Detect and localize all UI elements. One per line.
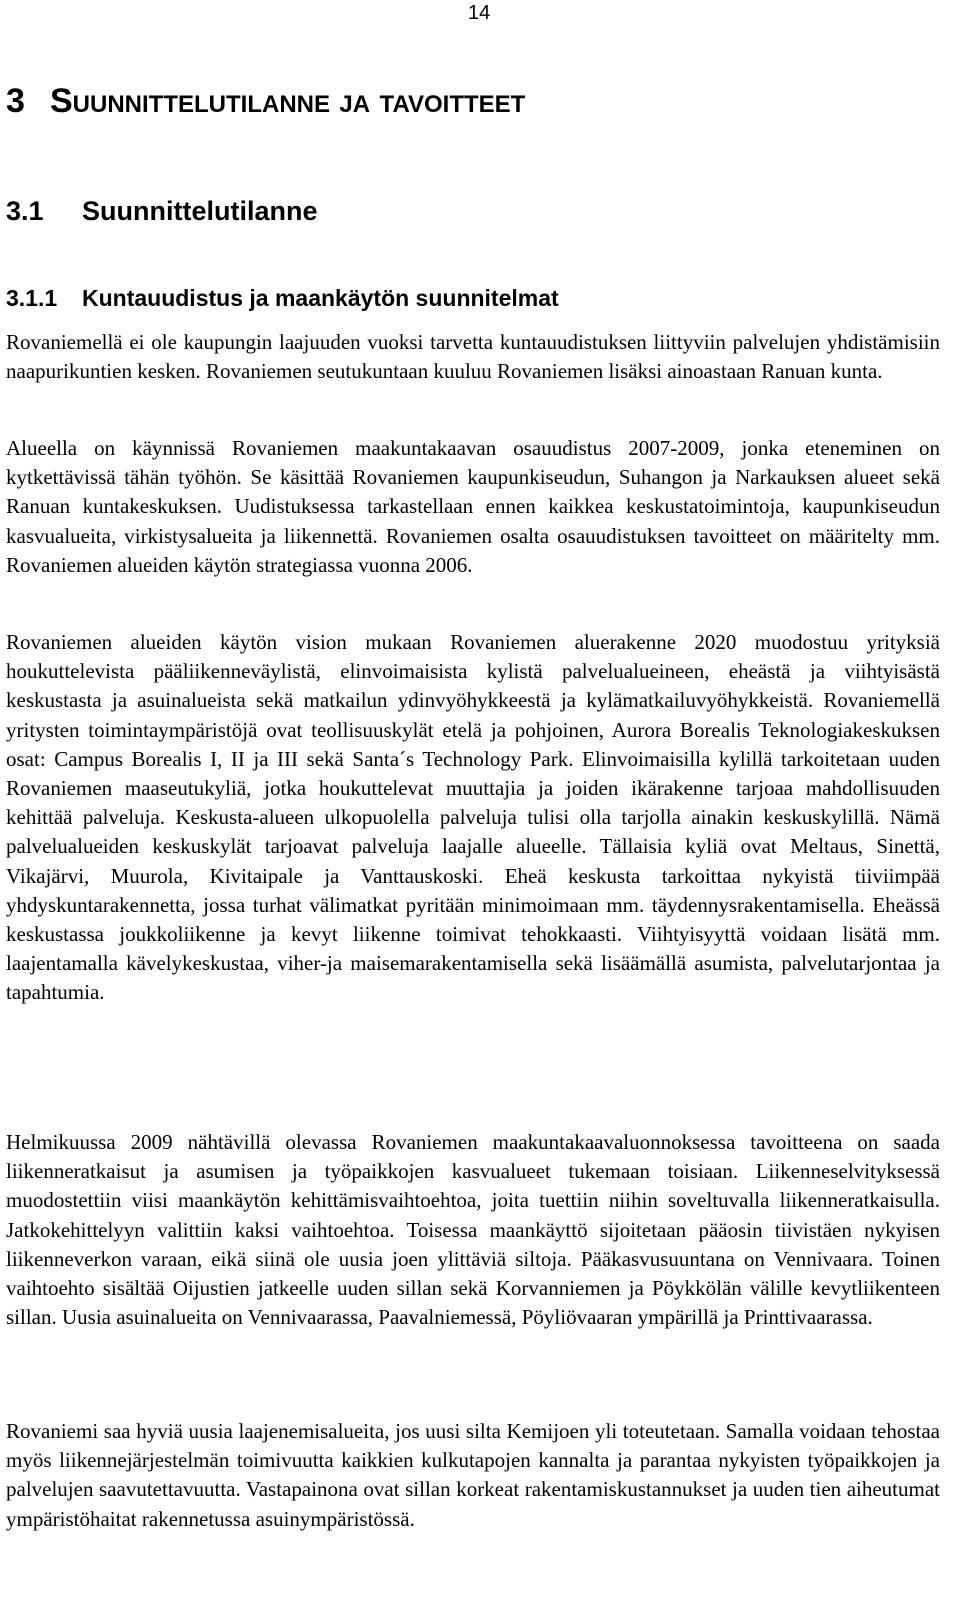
subsection-number: 3.1.1	[6, 285, 58, 311]
subsection-heading	[6, 285, 559, 312]
chapter-number: 3	[6, 82, 25, 120]
section-title: Suunnittelutilanne	[82, 196, 318, 226]
paragraph-visio: Rovaniemen alueiden käytön vision mukaan Rovaniemen aluerakenne 2020 muodostuu yrityksiä houkuttelevista pääliikenneväylistä, elinvoimaisista kylistä palvelualueineen, eheästä ja viihtyisästä keskustasta ja asuinalueista sekä matkailun ydinvyöhykkeestä ja kylämatkailuvyöhykkeistä. Rovaniemellä yritysten toimintaympäristöjä ovat teollisuuskylät etelä ja pohjoinen, Aurora Borealis Teknologiakeskuksen osat: Campus Borealis I, II ja III sekä Santa´s Technology Park. Elinvoimaisilla kylillä tarkoitetaan uuden Rovaniemen maaseutukyliä, jotka houkuttelevat muuttajia ja joiden ikärakenne tarjoaa mahdollisuuden kehittää palveluja. Keskusta-alueen ulkopuolella palveluja tulisi olla tarjolla ainakin keskuskylillä. Nämä palvelualueiden keskuskylät tarjoavat palveluja laajalle alueelle. Tällaisia kyliä ovat Meltaus, Sinettä, Vikajärvi, Muurola, Kivitaipale ja Vanttauskoski. Eheä keskusta tarkoittaa nykyistä tiiviimpää yhdyskuntarakennetta, jossa turhat välimatkat pyritään minimoimaan mm. täydennysrakentamisella. Eheässä keskustassa joukkoliikenne ja kevyt liikenne toimivat tehokkaasti. Viihtyisyyttä voidaan lisätä mm. laajentamalla kävelykeskustaa, viher-ja maisemarakentamisella sekä lisäämällä asumista, palvelutarjontaa ja tapahtumia.	[6, 630, 940, 1005]
paragraph-luonnos: Helmikuussa 2009 nähtävillä olevassa Rovaniemen maakuntakaavaluonnoksessa tavoitteena on saada liikenneratkaisut ja asumisen ja työpaikkojen kasvualueet tukemaan toisiaan. Liikenneselvityksessä muodostettiin viisi maankäytön kehittämisvaihtoehtoa, joita tuettiin niihin soveltuvalla liikenneratkaisulla. Jatkokehittelyyn valittiin kaksi vaihtoehtoa. Toisessa maankäyttö sijoitetaan pääosin tiivistäen nykyisen liikenneverkon varaan, eikä siinä ole uusia joen ylittäviä siltoja. Pääkasvusuuntana on Vennivaara. Toinen vaihtoehto sisältää Oijustien jatkeelle uuden sillan sekä Korvanniemen ja Pöykkölän välille kevytliikenteen sillan. Uusia asuinalueita on Vennivaarassa, Paavalniemessä, Pöyliövaaran ympärillä ja Printtivaarassa.	[6, 1130, 940, 1330]
section-heading	[6, 196, 318, 227]
chapter-title: Suunnittelutilanne ja tavoitteet	[50, 82, 526, 120]
page-number: 14	[468, 2, 491, 24]
paragraph-maakuntakaava: Alueella on käynnissä Rovaniemen maakuntakaavan osauudistus 2007-2009, jonka eteneminen on kytkettävissä tähän työhön. Se käsittää Rovaniemen kaupunkiseudun, Suhangon ja Narkauksen alueet sekä Ranuan kuntakeskuksen. Uudistuksessa tarkastellaan ennen kaikkea keskustatoimintoja, kaupunkiseudun kasvualueita, virkistysalueita ja liikennettä. Rovaniemen osalta osauudistuksen tavoitteet on määritelty mm. Rovaniemen alueiden käytön strategiassa vuonna 2006.	[6, 436, 940, 577]
paragraph-kuntauudistus: Rovaniemellä ei ole kaupungin laajuuden vuoksi tarvetta kuntauudistuksen liittyviin palvelujen yhdistämisiin naapurikuntien kesken. Rovaniemen seutukuntaan kuuluu Rovaniemen lisäksi ainoastaan Ranuan kunta.	[6, 330, 940, 384]
chapter-heading	[6, 82, 525, 121]
subsection-title: Kuntauudistus ja maankäytön suunnitelmat	[82, 285, 559, 311]
paragraph-silta: Rovaniemi saa hyviä uusia laajenemisalueita, jos uusi silta Kemijoen yli toteutetaan. Samalla voidaan tehostaa myös liikennejärjestelmän toimivuutta kaikkien kulkutapojen kannalta ja parantaa nykyisten työpaikkojen ja palvelujen saavutettavuutta. Vastapainona ovat sillan korkeat rakentamiskustannukset ja uuden tien aiheutumat ympäristöhaitat rakennetussa asuinympäristössä.	[6, 1419, 940, 1531]
section-number: 3.1	[6, 196, 44, 226]
